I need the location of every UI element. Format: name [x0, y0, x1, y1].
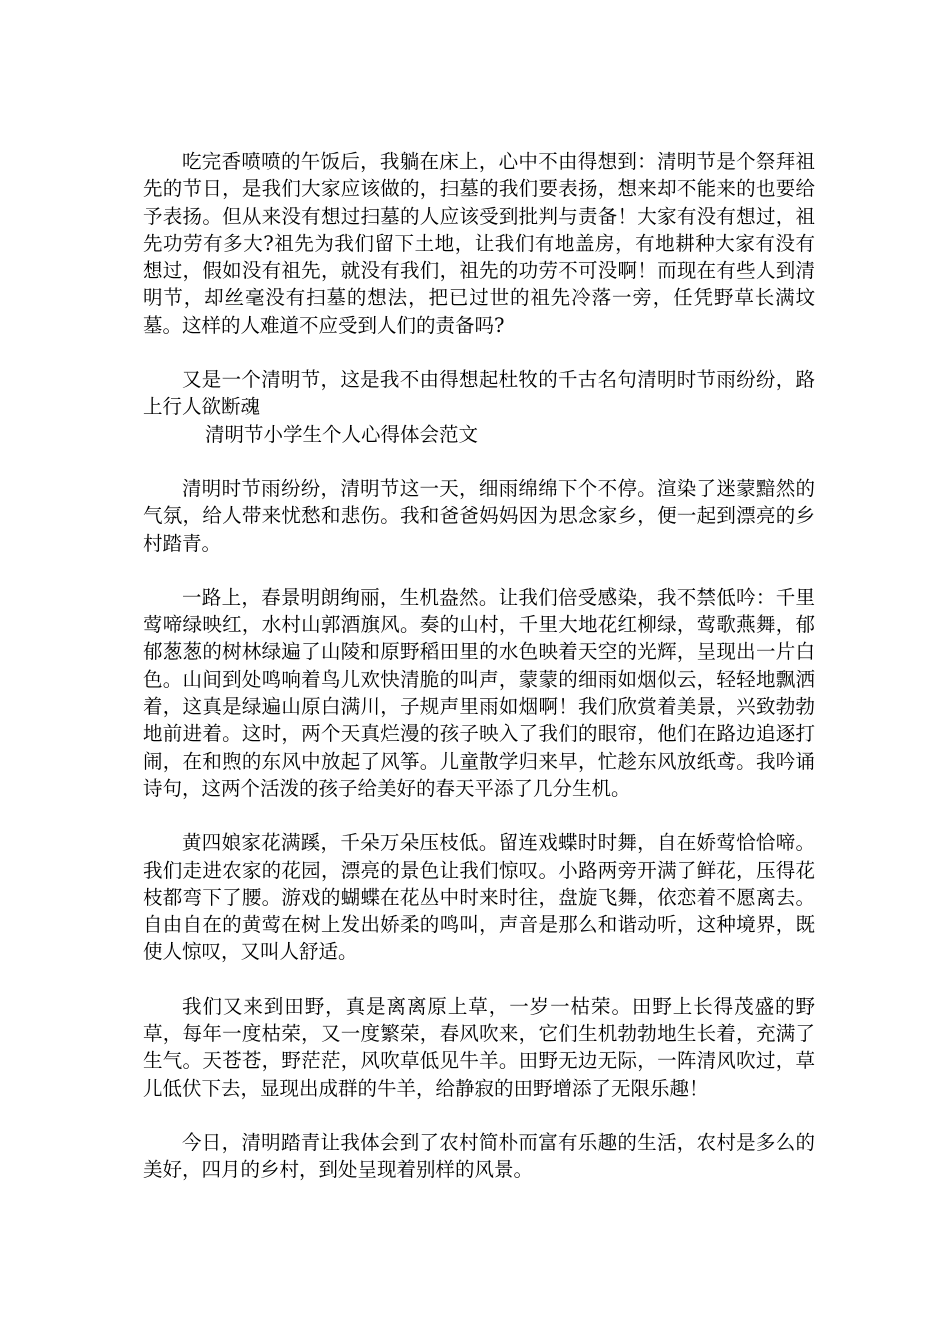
paragraph-gap	[143, 802, 815, 829]
paragraph-rain: 清明时节雨纷纷，清明节这一天，细雨绵绵下个不停。渲染了迷蒙黯然的气氛，给人带来忧愁和悲伤。我和爸爸妈妈因为思念家乡，便一起到漂亮的乡村踏青。	[143, 476, 815, 555]
paragraph-conclusion: 今日，清明踏青让我体会到了农村简朴而富有乐趣的生活，农村是多么的美好，四月的乡村，到处呈现着别样的风景。	[143, 1130, 815, 1182]
paragraph-field: 我们又来到田野，真是离离原上草，一岁一枯荣。田野上长得茂盛的野草，每年一度枯荣，又一度繁荣，春风吹来，它们生机勃勃地生长着，充满了生气。天苍苍，野茫茫，风吹草低见牛羊。田野无边无际，一阵清风吹过，草儿低伏下去，显现出成群的牛羊，给静寂的田野增添了无限乐趣！	[143, 994, 815, 1100]
paragraph-gap	[143, 448, 815, 475]
paragraph-gap	[143, 966, 815, 993]
paragraph-gap	[143, 339, 815, 366]
paragraph-reflection: 吃完香喷喷的午饭后，我躺在床上，心中不由得想到：清明节是个祭拜祖先的节日，是我们大家应该做的，扫墓的我们要表扬，想来却不能来的也要给予表扬。但从来没有想过扫墓的人应该受到批判与责备！大家有没有想过，祖先功劳有多大?祖先为我们留下土地，让我们有地盖房，有地耕种大家有没有想过，假如没有祖先，就没有我们，祖先的功劳不可没啊！而现在有些人到清明节，却丝毫没有扫墓的想法，把已过世的祖先冷落一旁，任凭野草长满坟墓。这样的人难道不应受到人们的责备吗?	[143, 150, 815, 337]
paragraph-gap	[143, 1102, 815, 1129]
document-body	[143, 148, 815, 1184]
paragraph-poem-intro: 又是一个清明节，这是我不由得想起杜牧的千古名句清明时节雨纷纷，路上行人欲断魂	[143, 368, 815, 419]
paragraph-spring-scenery: 一路上，春景明朗绚丽，生机盎然。让我们倍受感染，我不禁低吟：千里莺啼绿映红，水村山郭酒旗风。奏的山村，千里大地花红柳绿，莺歌燕舞，郁郁葱葱的树林绿遍了山陵和原野稻田里的水色映着天空的光辉，呈现出一片白色。山间到处鸣响着鸟儿欢快清脆的叫声，蒙蒙的细雨如烟似云，轻轻地飘洒着，这真是绿遍山原白满川，子规声里雨如烟啊！我们欣赏着美景，兴致勃勃地前进着。这时，两个天真烂漫的孩子映入了我们的眼帘，他们在路边追逐打闹，在和煦的东风中放起了风筝。儿童散学归来早，忙趁东风放纸鸢。我吟诵诗句，这两个活泼的孩子给美好的春天平添了几分生机。	[143, 585, 815, 800]
paragraph-garden: 黄四娘家花满蹊，千朵万朵压枝低。留连戏蝶时时舞，自在娇莺恰恰啼。我们走进农家的花园，漂亮的景色让我们惊叹。小路两旁开满了鲜花，压得花枝都弯下了腰。游戏的蝴蝶在花丛中时来时往，盘旋飞舞，依恋着不愿离去。自由自在的黄莺在树上发出娇柔的鸣叫，声音是那么和谐动听，这种境界，既使人惊叹，又叫人舒适。	[143, 831, 815, 964]
essay-subtitle: 清明节小学生个人心得体会范文	[205, 422, 479, 446]
paragraph-gap	[143, 557, 815, 584]
